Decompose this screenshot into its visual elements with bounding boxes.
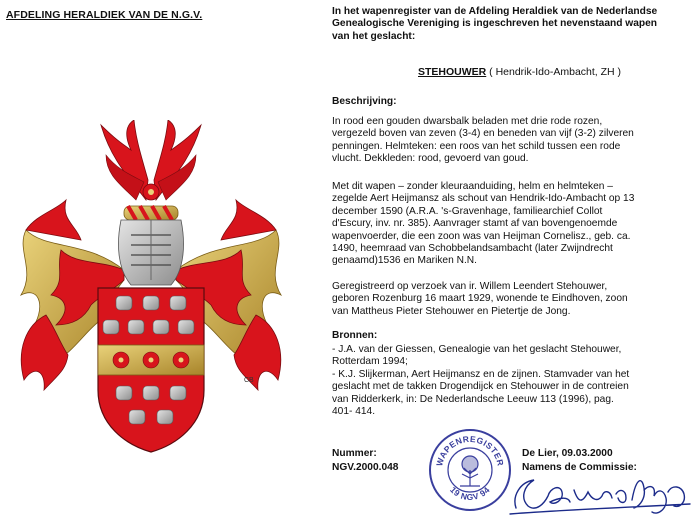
registration-number [332,447,398,475]
registration-paragraph: Geregistreerd op verzoek van ir. Willem Leendert Stehouwer, geboren Rozenburg 16 maart 1929, wonende te Eindhoven, zoon van Mattheus Pieter Stehouwer en Pietertje de Jong. [332,281,628,317]
family-name: STEHOUWER [418,66,487,78]
blazon-paragraph: In rood een gouden dwarsbalk beladen met drie rode rozen, vergezeld boven van zeven (3-4) en beneden van vijf (3-2) zilveren penningen. Helmteken: een roos van het schild tussen een rode vlucht. Dekkleden: rood, gevoerd van goud. [332,116,634,165]
sources-heading: Bronnen: [332,330,378,341]
coat-of-arms [6,120,296,460]
tree-icon [460,456,480,486]
family-place: ( Hendrik-Ido-Ambacht, ZH ) [489,66,622,78]
page-header-title: AFDELING HERALDIEK VAN DE N.G.V. [6,9,203,21]
number-value: NGV.2000.048 [332,462,399,473]
crest-wings [101,120,201,200]
place-date: De Lier, 09.03.2000 [522,448,613,459]
artist-mark: CB [244,377,254,384]
seal-top-text: WAPENREGISTER [434,433,506,468]
intro-text: In het wapenregister van de Afdeling Heraldiek van de Nederlandse Genealogische Vereniging is ingeschreven het nevenstaand wapen van het geslacht: [332,6,658,42]
sources-list: - J.A. van der Giessen, Genealogie van het geslacht Stehouwer, Rotterdam 1994; - K.J. Slijkerman, Aert Heijmansz en de zijnen. Stamvader van het geslacht met de takken Drogendijck en Stehouwer in de contreien van Ridderkerk, in: De Nederlandsche Leeuw 113 (1996), pag. 401- 414. [332,344,630,418]
family-line [418,66,621,78]
wapenregister-seal [428,428,512,512]
commission-signature [508,468,693,520]
description-heading: Beschrijving: [332,96,397,107]
commission-label: Namens de Commissie: [522,462,637,473]
history-paragraph: Met dit wapen – zonder kleuraanduiding, helm en helmteken – zegelde Aert Heijmansz als schout van Hendrik-Ido-Ambacht op 13 december 1590 (A.R.A. 's-Gravenhage, familiearchief Collot d'Escury, inv. nr. 385). Aanvrager stamt af van bovengenoemde wapenvoerder, die een zoon was van Heijman Cornelisz., geb. ca. 1490, heemraad van Schobbelandsambacht (later Zwijndrecht genaamd)1536 en Mariken N.N. [332,181,635,267]
number-label: Nummer: [332,448,377,459]
svg-text:19 NGV 94 [448,485,492,502]
shield [98,288,204,452]
helmet [118,220,183,285]
seal-bottom-text: 19 NGV 94 [448,484,492,503]
